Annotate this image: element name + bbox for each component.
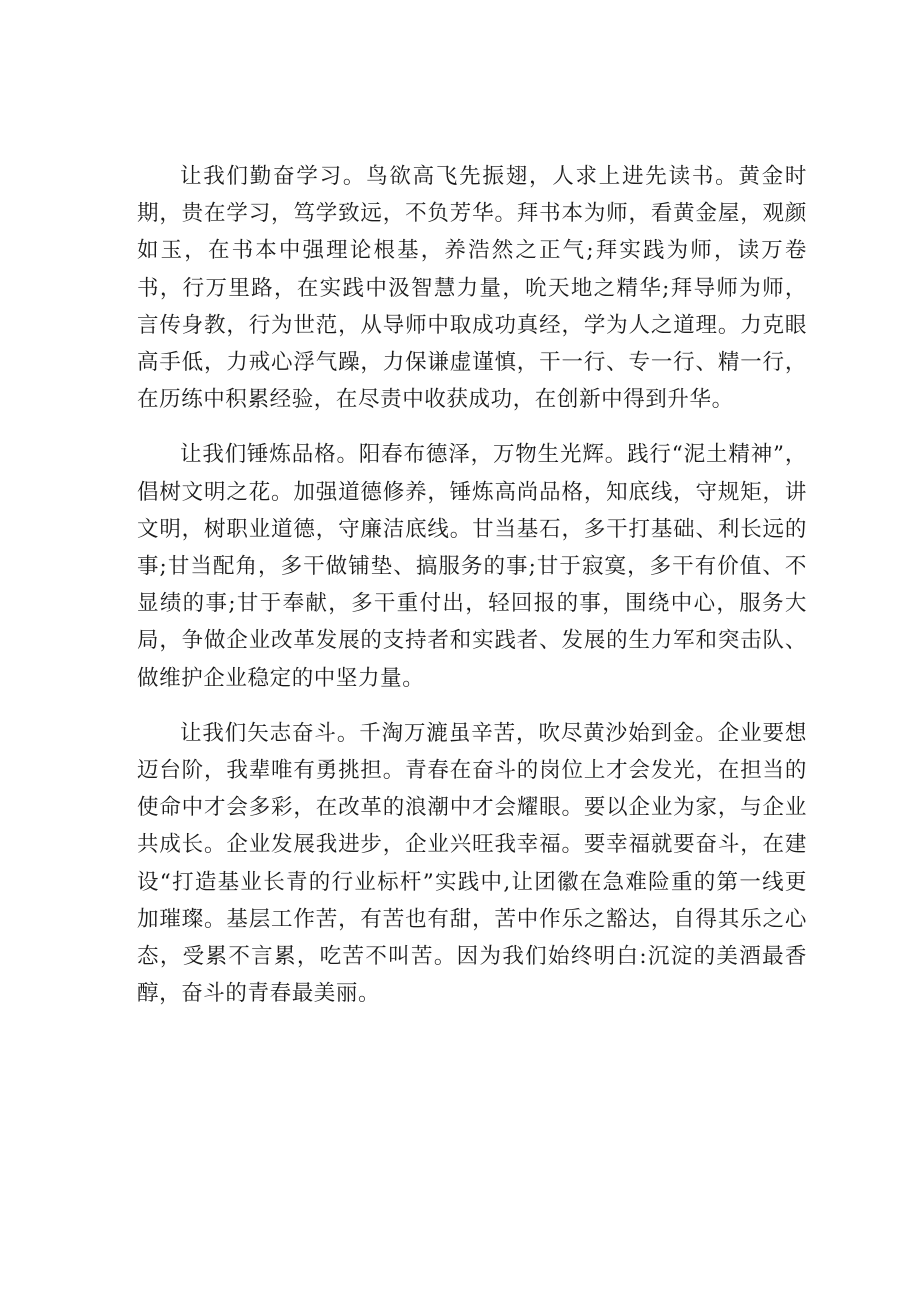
- paragraph-struggle: 让我们矢志奋斗。千淘万漉虽辛苦，吹尽黄沙始到金。企业要想迈台阶，我辈唯有勇挑担。青春在奋斗的岗位上才会发光，在担当的使命中才会多彩，在改革的浪潮中才会耀眼。要以企业为家，与企业共成长。企业发展我进步，企业兴旺我幸福。要幸福就要奋斗，在建设“打造基业长青的行业标杆”实践中,让团徽在急难险重的第一线更加璀璨。基层工作苦，有苦也有甜，苦中作乐之豁达，自得其乐之心态，受累不言累，吃苦不叫苦。因为我们始终明白:沉淀的美酒最香醇，奋斗的青春最美丽。: [137, 720, 807, 1007]
- paragraph-character: 让我们锤炼品格。阳春布德泽，万物生光辉。践行“泥土精神”，倡树文明之花。加强道德修养，锤炼高尚品格，知底线，守规矩，讲文明，树职业道德，守廉洁底线。甘当基石，多干打基础、利长远的事;甘当配角，多干做铺垫、搞服务的事;甘于寂寞，多干有价值、不显绩的事;甘于奉献，多干重付出，轻回报的事，围绕中心，服务大局，争做企业改革发展的支持者和实践者、发展的生力军和突击队、做维护企业稳定的中坚力量。: [137, 442, 807, 691]
- document-page: [137, 158, 807, 1030]
- paragraph-study: 让我们勤奋学习。鸟欲高飞先振翅，人求上进先读书。黄金时期，贵在学习，笃学致远，不负芳华。拜书本为师，看黄金屋，观颜如玉，在书本中强理论根基，养浩然之正气;拜实践为师，读万卷书，行万里路，在实践中汲智慧力量，吮天地之精华;拜导师为师，言传身教，行为世范，从导师中取成功真经，学为人之道理。力克眼高手低，力戒心浮气躁，力保谦虚谨慎，干一行、专一行、精一行，在历练中积累经验，在尽责中收获成功，在创新中得到升华。: [137, 164, 807, 413]
